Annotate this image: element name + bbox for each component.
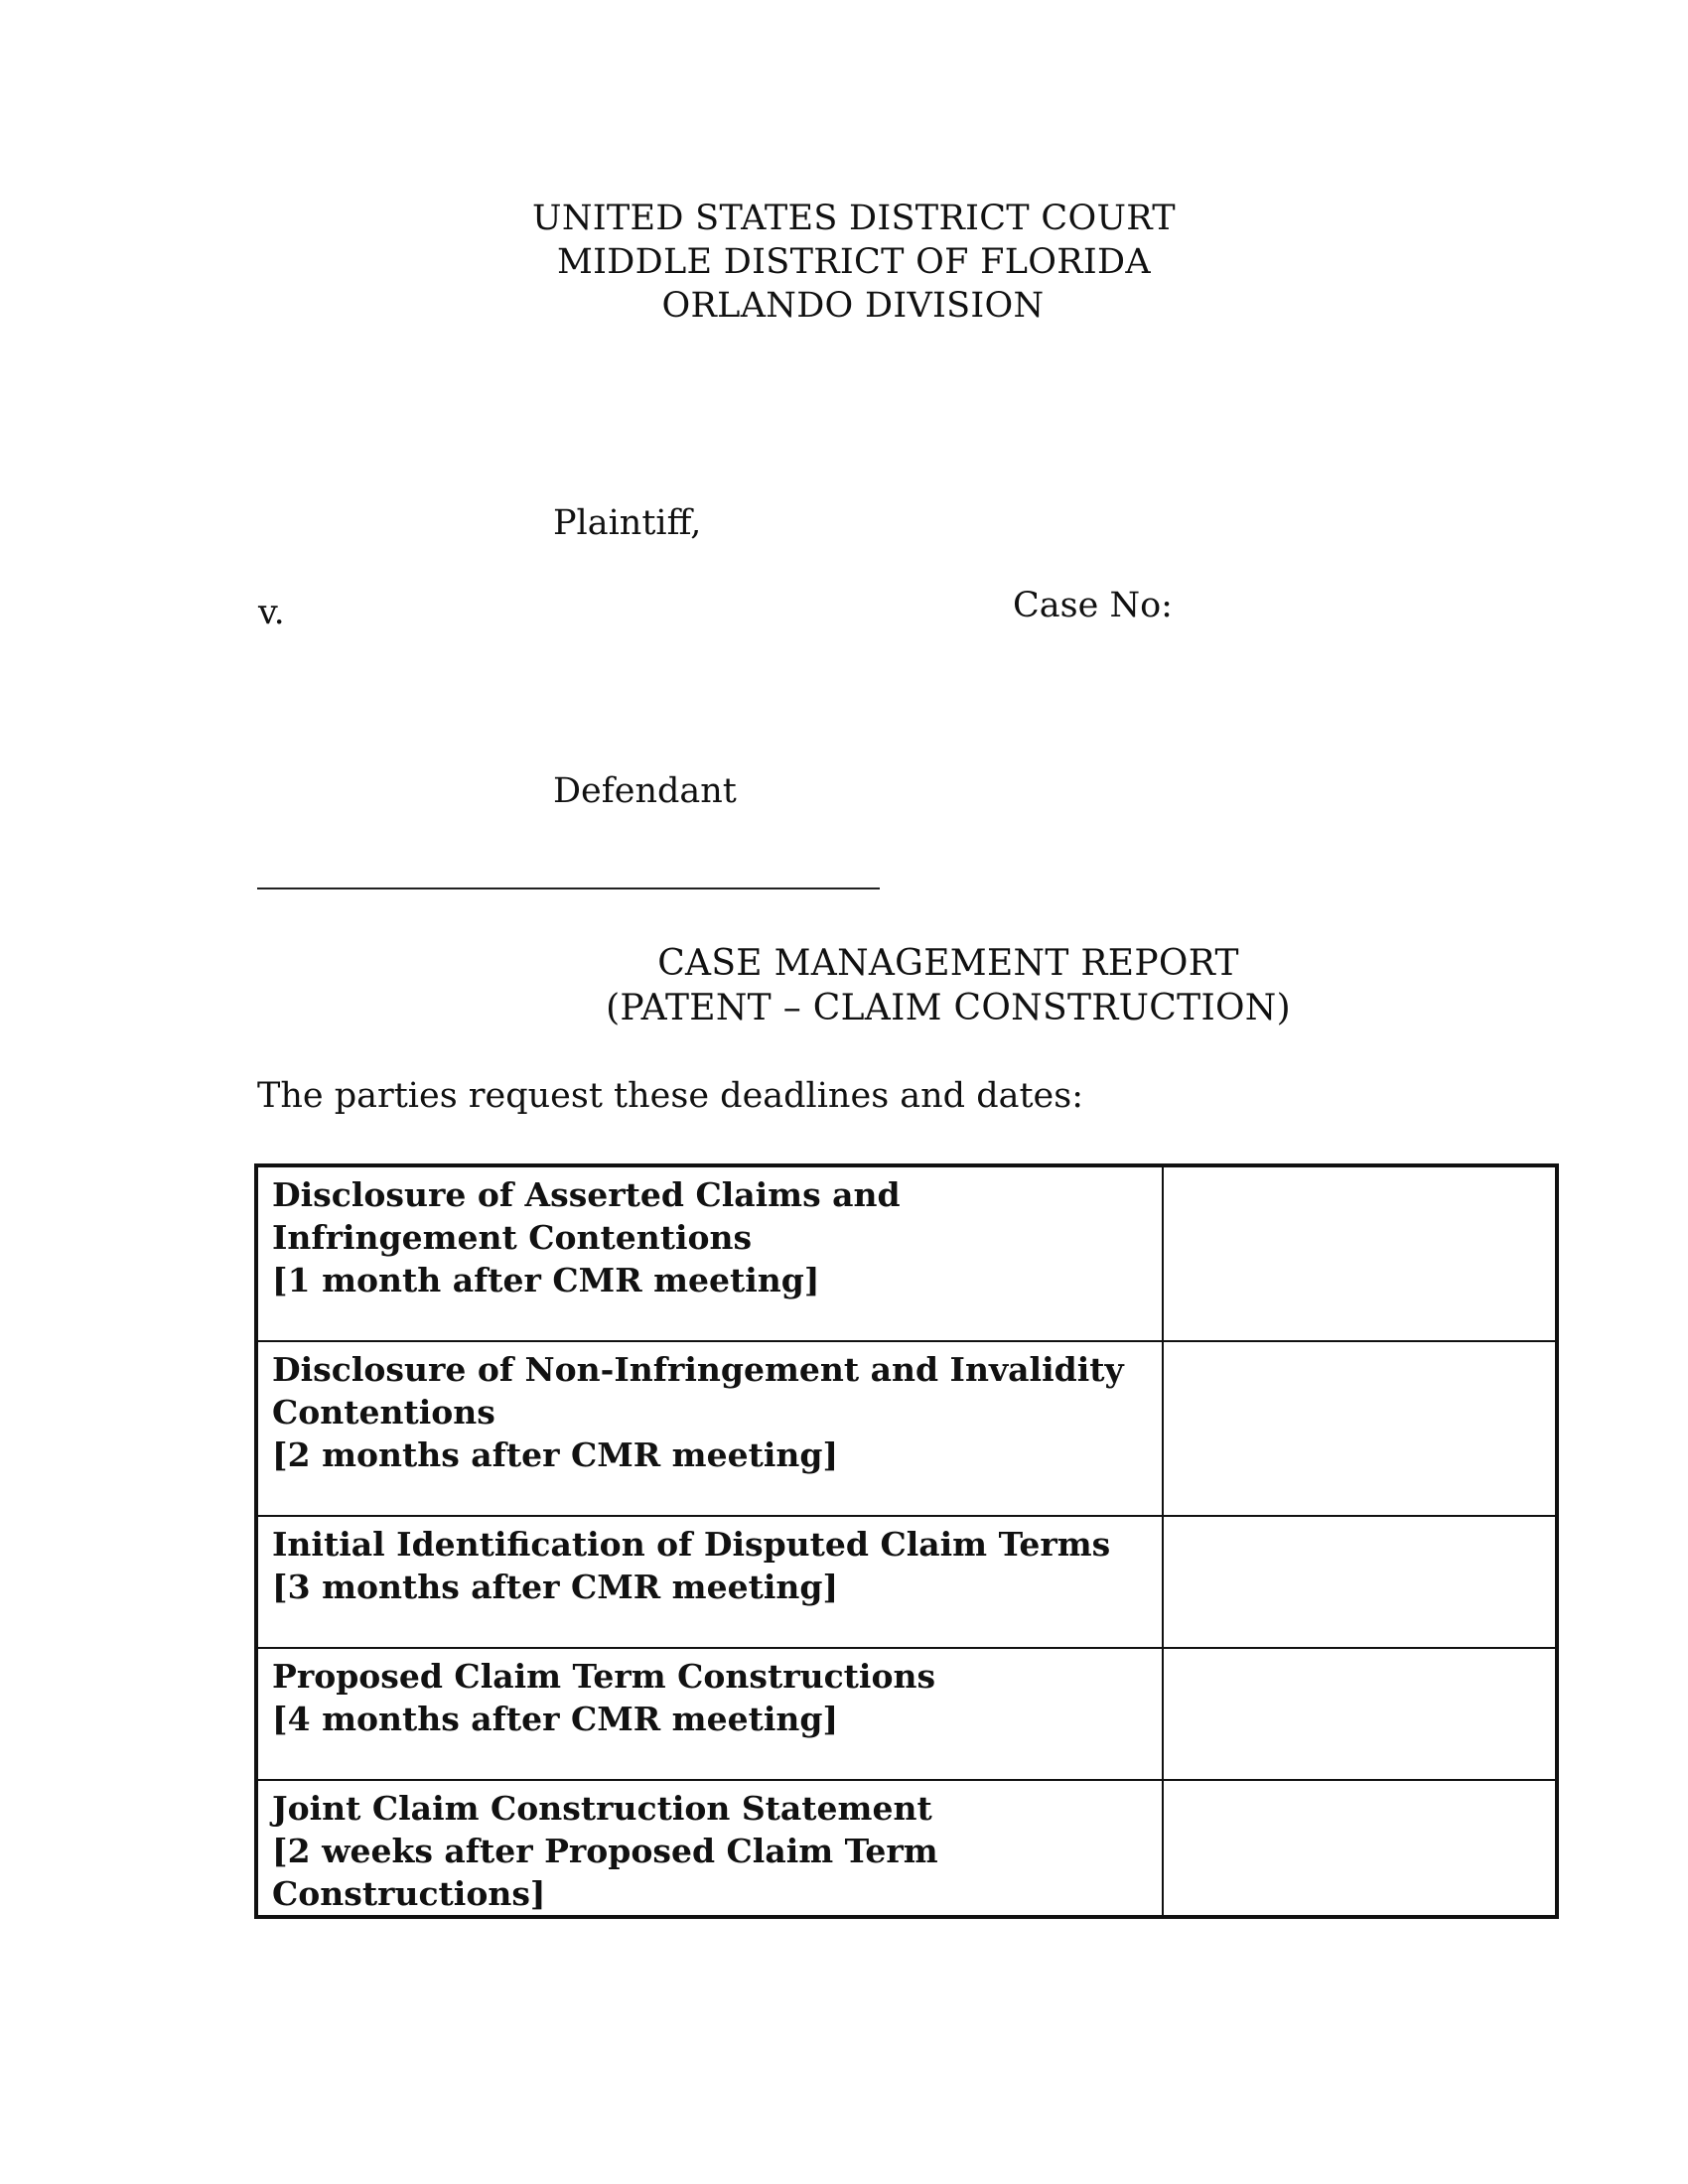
court-district: MIDDLE DISTRICT OF FLORIDA [557, 242, 1151, 282]
deadline-timing: [3 months after CMR meeting] [272, 1568, 839, 1606]
deadline-label-cell [256, 1780, 1163, 1917]
table-row [256, 1165, 1557, 1341]
versus-label: v. [258, 593, 285, 632]
table-row [256, 1780, 1557, 1917]
table-row [256, 1341, 1557, 1516]
intro-text: The parties request these deadlines and dates: [257, 1076, 1084, 1116]
deadline-label-cell [256, 1341, 1163, 1516]
report-title-line-1: CASE MANAGEMENT REPORT [657, 943, 1239, 984]
deadline-label-cell [256, 1648, 1163, 1780]
deadline-label-cell [256, 1516, 1163, 1648]
deadline-date-cell[interactable] [1163, 1516, 1558, 1648]
defendant-label: Defendant [553, 771, 737, 811]
court-header [0, 197, 1688, 328]
case-number-label: Case No: [1013, 586, 1173, 625]
deadline-timing: [4 months after CMR meeting] [272, 1700, 839, 1738]
deadline-timing: [2 weeks after Proposed Claim Term Constructions] [272, 1832, 938, 1913]
table-row [256, 1648, 1557, 1780]
deadline-name: Joint Claim Construction Statement [272, 1789, 932, 1828]
deadlines-table [254, 1163, 1559, 1919]
deadline-timing: [2 months after CMR meeting] [272, 1435, 839, 1474]
court-name: UNITED STATES DISTRICT COURT [532, 199, 1176, 238]
table-row [256, 1516, 1557, 1648]
deadline-date-cell[interactable] [1163, 1648, 1558, 1780]
deadline-name: Disclosure of Asserted Claims and Infringement Contentions [272, 1175, 901, 1257]
deadline-name: Proposed Claim Term Constructions [272, 1657, 936, 1696]
deadline-name: Disclosure of Non-Infringement and Invalidity Contentions [272, 1350, 1124, 1432]
plaintiff-label: Plaintiff, [553, 503, 702, 543]
deadline-date-cell[interactable] [1163, 1341, 1558, 1516]
deadline-date-cell[interactable] [1163, 1165, 1558, 1341]
report-title-line-2: (PATENT – CLAIM CONSTRUCTION) [606, 988, 1291, 1028]
deadline-name: Initial Identification of Disputed Claim Terms [272, 1525, 1111, 1564]
court-division: ORLANDO DIVISION [661, 286, 1045, 326]
caption-divider [257, 887, 880, 889]
deadline-date-cell[interactable] [1163, 1780, 1558, 1917]
deadline-label-cell [256, 1165, 1163, 1341]
deadline-timing: [1 month after CMR meeting] [272, 1261, 820, 1299]
report-title [0, 941, 1688, 1030]
